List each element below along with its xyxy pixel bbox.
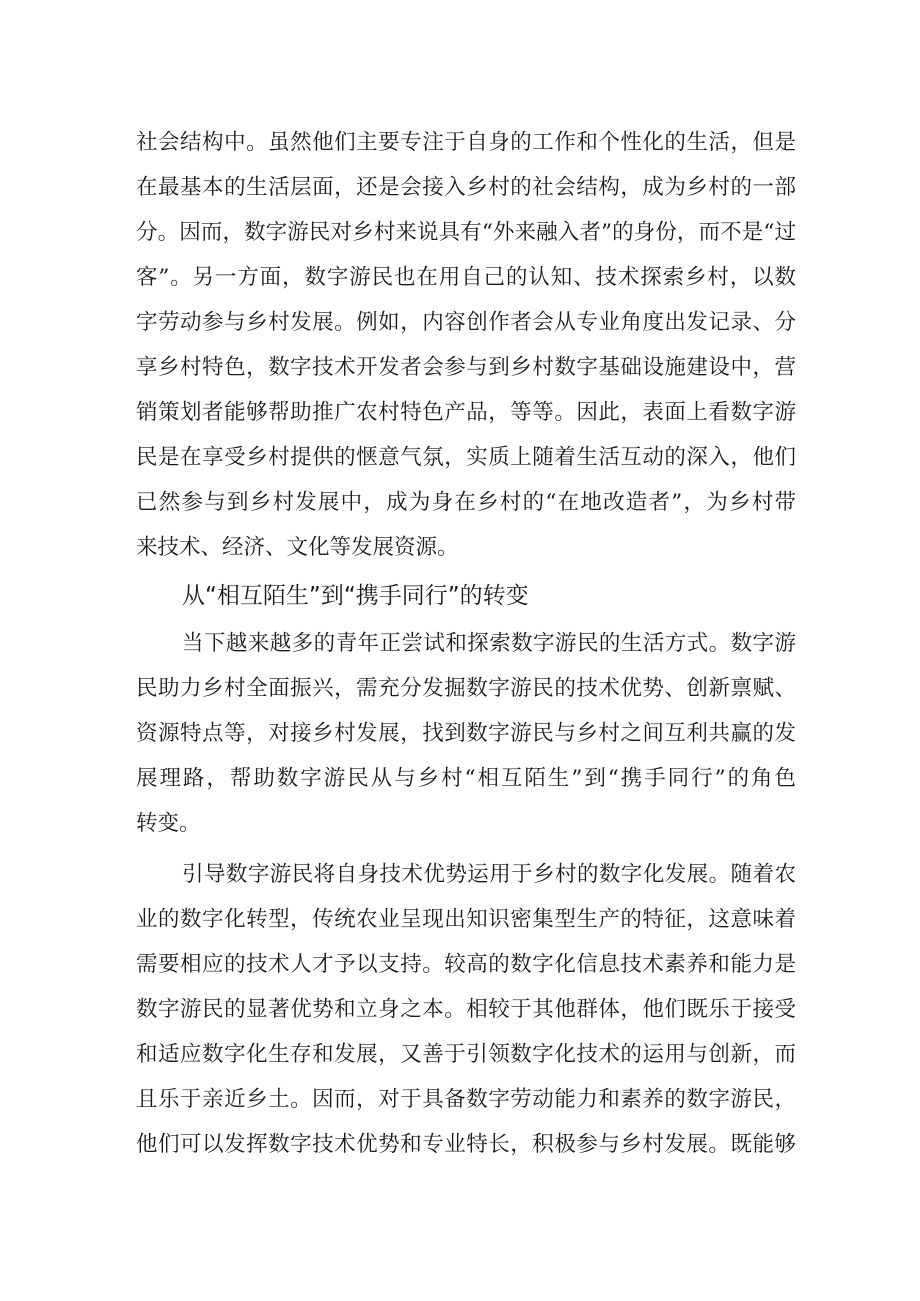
text-line: 资源特点等，对接乡村发展，找到数字游民与乡村之间互利共赢的发 <box>136 721 796 746</box>
text-line: 且乐于亲近乡土。因而，对于具备数字劳动能力和素养的数字游民， <box>136 1087 796 1112</box>
text-line: 数字游民的显著优势和立身之本。相较于其他群体，他们既乐于接受 <box>136 997 796 1022</box>
text-line: 民是在享受乡村提供的惬意气氛，实质上随着生活互动的深入，他们 <box>136 445 796 470</box>
text-line: 社会结构中。虽然他们主要专注于自身的工作和个性化的生活，但是 <box>136 130 796 155</box>
text-line: 展理路，帮助数字游民从与乡村“相互陌生”到“携手同行”的角色 <box>136 766 796 791</box>
text-line: 需要相应的技术人才予以支持。较高的数字化信息技术素养和能力是 <box>136 952 796 977</box>
text-line: 和适应数字化生存和发展，又善于引领数字化技术的运用与创新，而 <box>136 1042 796 1067</box>
text-line: 来技术、经济、文化等发展资源。 <box>136 535 459 560</box>
text-line: 客”。另一方面，数字游民也在用自己的认知、技术探索乡村，以数 <box>136 265 796 290</box>
text-line: 业的数字化转型，传统农业呈现出知识密集型生产的特征，这意味着 <box>136 907 796 932</box>
paragraph-2 <box>136 621 796 846</box>
text-line: 销策划者能够帮助推广农村特色产品，等等。因此，表面上看数字游 <box>136 400 796 425</box>
text-line: 转变。 <box>136 811 201 836</box>
text-line: 引导数字游民将自身技术优势运用于乡村的数字化发展。随着农 <box>182 862 796 887</box>
paragraph-1 <box>136 120 796 570</box>
section-heading: 从“相互陌生”到“携手同行”的转变 <box>182 583 529 609</box>
text-line: 在最基本的生活层面，还是会接入乡村的社会结构，成为乡村的一部 <box>136 175 796 200</box>
paragraph-3 <box>136 852 796 1167</box>
article-body <box>136 120 796 1167</box>
text-line: 民助力乡村全面振兴，需充分发掘数字游民的技术优势、创新禀赋、 <box>136 676 796 701</box>
text-line: 当下越来越多的青年正尝试和探索数字游民的生活方式。数字游 <box>182 631 796 656</box>
text-line: 字劳动参与乡村发展。例如，内容创作者会从专业角度出发记录、分 <box>136 310 796 335</box>
text-line: 分。因而，数字游民对乡村来说具有“外来融入者”的身份，而不是“过 <box>136 220 796 245</box>
text-line: 享乡村特色，数字技术开发者会参与到乡村数字基础设施建设中，营 <box>136 355 796 380</box>
text-line: 他们可以发挥数字技术优势和专业特长，积极参与乡村发展。既能够 <box>136 1132 796 1157</box>
text-line: 已然参与到乡村发展中，成为身在乡村的“在地改造者”，为乡村带 <box>136 490 796 515</box>
